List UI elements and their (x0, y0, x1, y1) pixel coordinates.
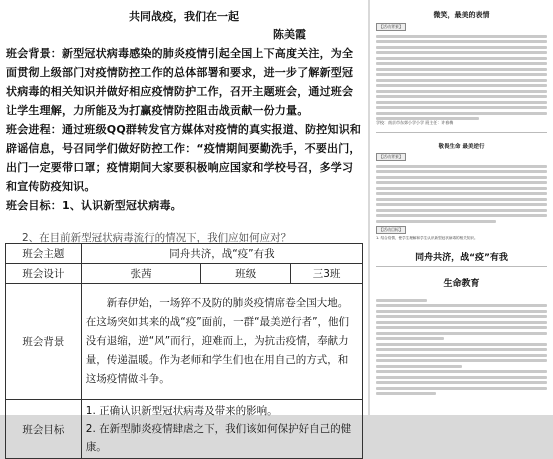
divider (376, 132, 547, 133)
class-value: 三3班 (291, 264, 363, 284)
goal-item-1: 1. 正确认识新型冠状病毒及带来的影响。 (85, 405, 278, 417)
class-label: 班级 (201, 264, 291, 284)
right-section-2 (376, 152, 547, 241)
background-value: 新春伊始，一场猝不及防的肺炎疫情席卷全国大地。在这场突如其来的战“疫”面前，一群“最美逆行者”，他们没有退缩，逆“风”而行，迎难而上，为抗击疫情，奉献力量，传递温暖。作为老师和学生们也在用自己的方式，和这场疫情做斗争。 (81, 284, 362, 400)
lesson-plan-table (5, 243, 363, 459)
goal-item-2: 2. 在新型肺炎疫情肆虐之下，我们该如何保护好自己的健康。 (85, 423, 352, 453)
goal-line: 1. 结合疫情，使学生理解和学生认识新型冠状病毒的相关知识。 (376, 236, 478, 240)
paragraph-process: 班会进程：通过班级QQ群转发官方媒体对疫情的真实报道、防控知识和辟谣信息，号召同学们做好防控工作：“疫情期间要勤洗手，不要出门，出门一定要带口罩；疫情期间大家要积极响应国家和学校号召，多学习和宣传防疫知识。 (6, 123, 362, 193)
right-title-1: 微笑，最美的表情 (433, 11, 490, 19)
right-title-3: 同舟共济，战“疫”有我 (415, 253, 508, 263)
designer-label: 班会设计 (6, 264, 82, 284)
author-name: 陈美霞 (273, 28, 306, 41)
goal-label: 班会目标 (6, 400, 82, 459)
section-tag-2: 【活动背景】 (376, 153, 406, 161)
right-title-2: 敬畏生命 最美逆行 (438, 144, 485, 150)
designer-value: 张茜 (81, 264, 201, 284)
paragraph-goal: 班会目标：1、认识新型冠状病毒。 (6, 199, 182, 212)
school-info-line: 学校：南京市东郊小学小学 班主任：许春梅 (376, 120, 454, 125)
paragraph-background: 班会背景：新型冠状病毒感染的肺炎疫情引起全国上下高度关注，为全面贯彻上级部门对疫情防控工作的总体部署和要求，进一步了解新型冠状病毒的相关知识并做好相应疫情防护工作，召开主题班会，通过班会让学生理解，力所能及为打赢疫情防控阻击战贡献一份力量。 (6, 47, 354, 117)
right-section-1 (376, 22, 547, 123)
section-tag-3: 【活动目标】 (376, 226, 406, 234)
partially-hidden-line: 2、在目前新型冠状病毒流行的情况下，我们应如何应对？ (22, 232, 292, 244)
goal-value (81, 400, 362, 459)
document-body (6, 44, 362, 215)
right-document-page (370, 0, 553, 415)
right-section-3 (376, 296, 547, 398)
background-label: 班会背景 (6, 284, 82, 400)
document-title: 共同战疫，我们在一起 (129, 10, 239, 23)
divider-2 (376, 266, 547, 267)
topic-label: 班会主题 (6, 244, 82, 264)
right-title-4: 生命教育 (443, 279, 480, 289)
section-tag-1: 【活动背景】 (376, 23, 406, 31)
topic-value: 同舟共济，战“疫”有我 (81, 244, 362, 264)
